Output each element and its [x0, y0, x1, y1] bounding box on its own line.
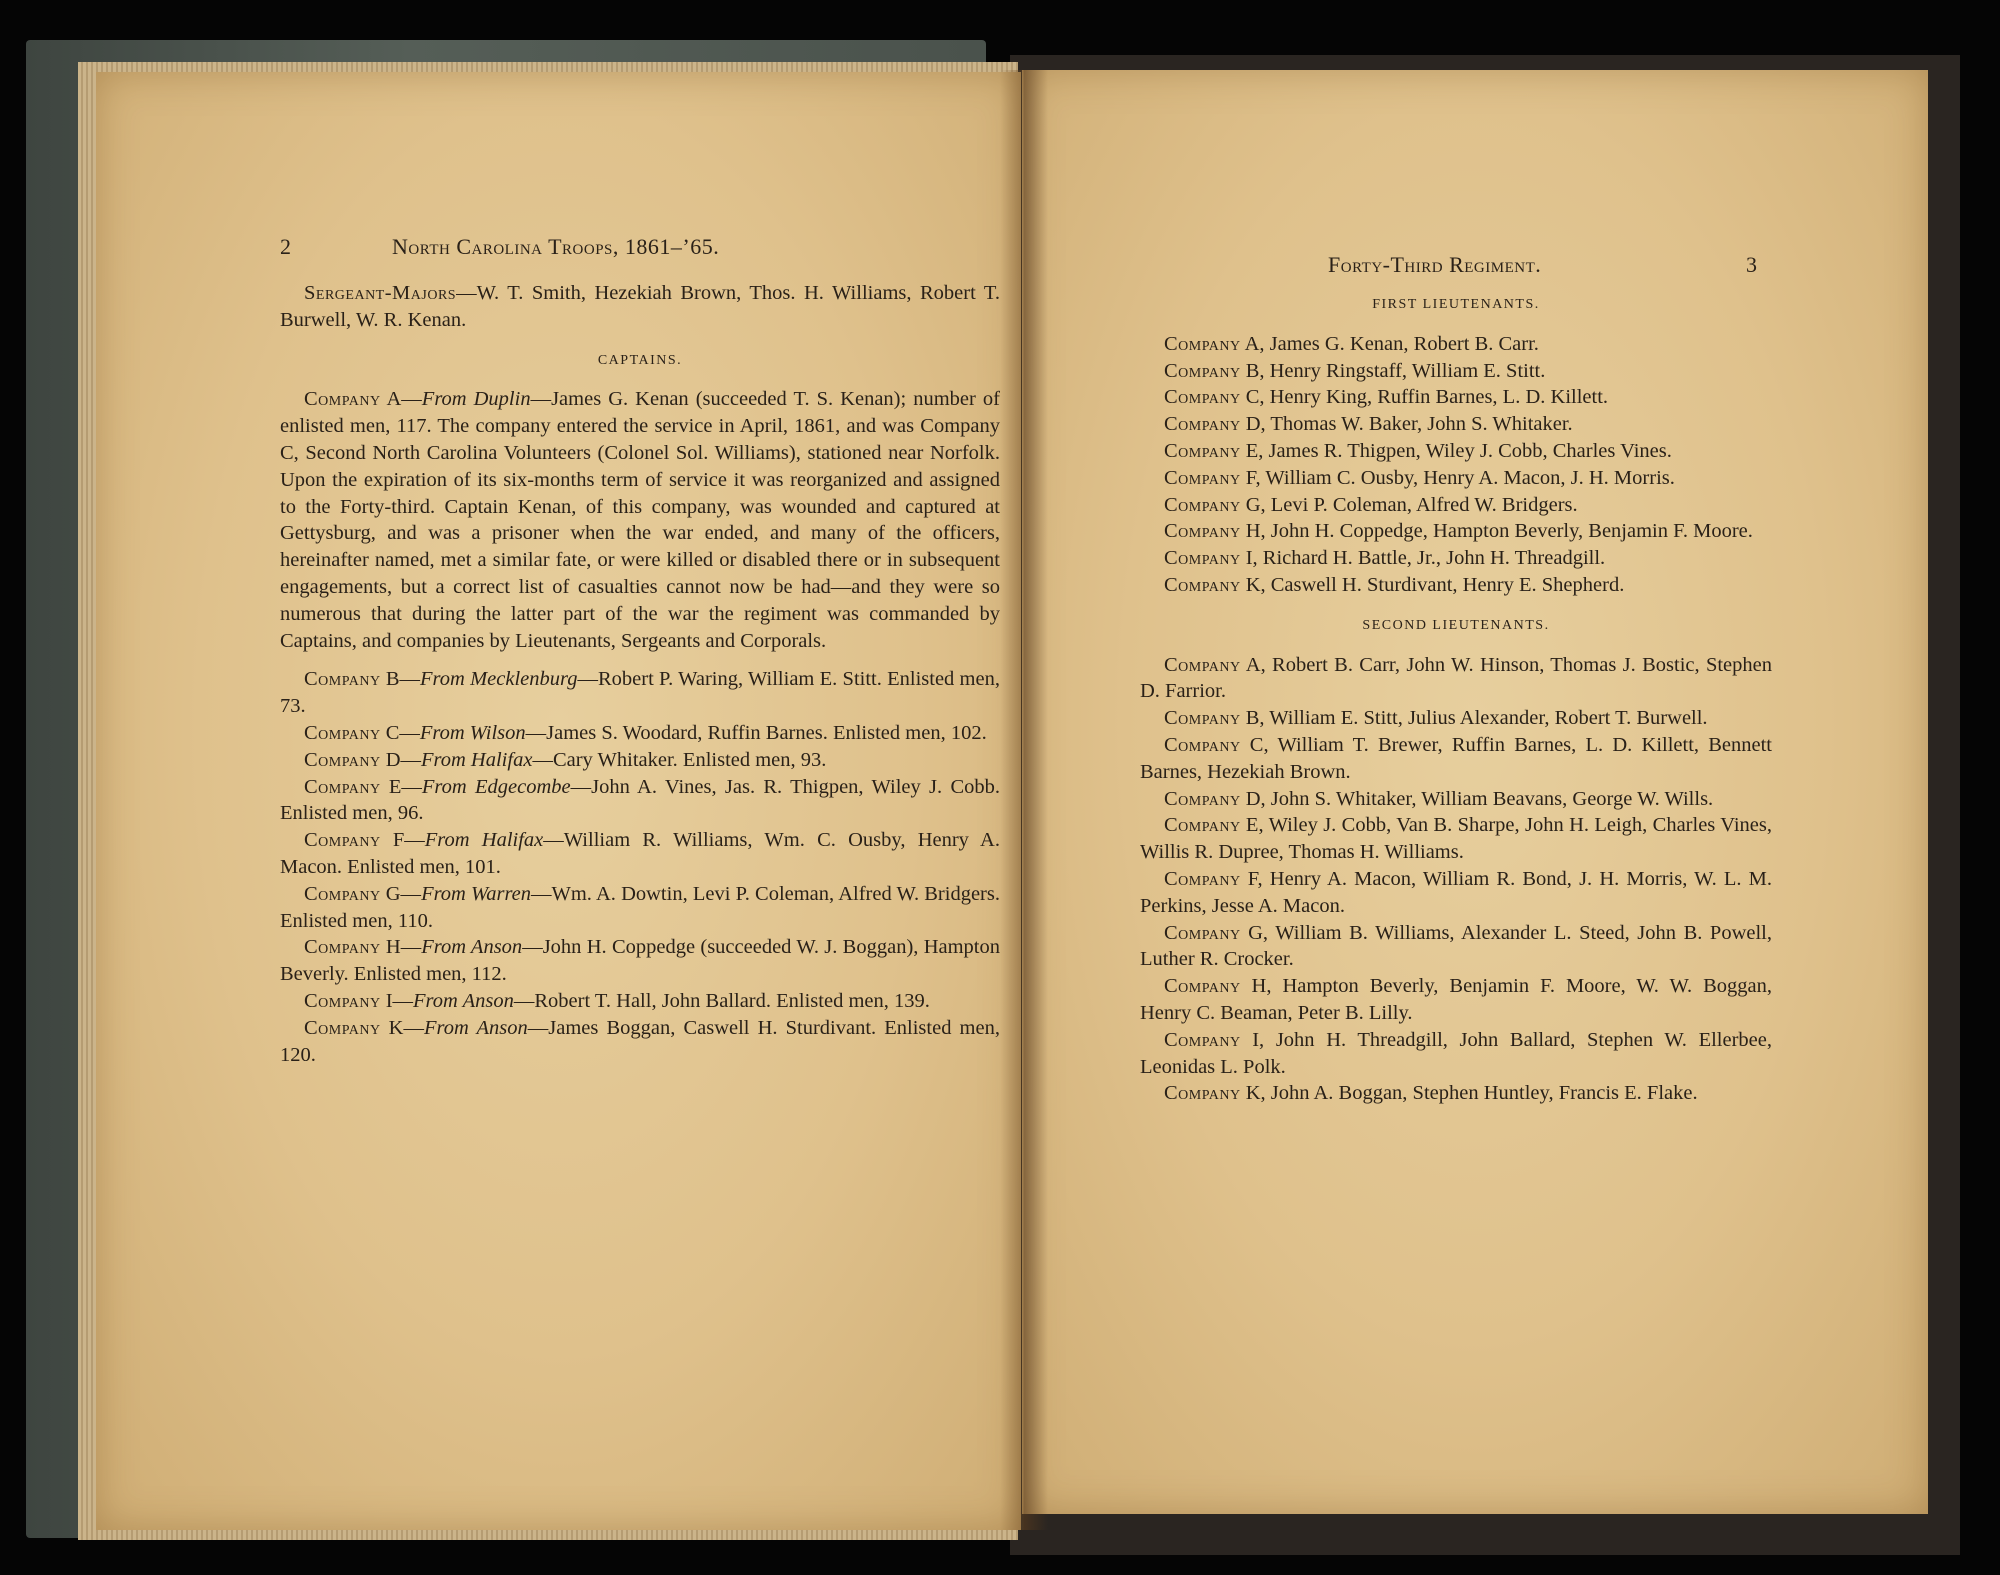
paragraph-gap [280, 654, 1000, 666]
company-origin: From Duplin [421, 388, 531, 411]
captains-heading: CAPTAINS. [597, 352, 683, 368]
captain-entry [280, 881, 1000, 935]
company-origin: From Wilson [419, 721, 526, 744]
lieutenant-names: F, Henry A. Macon, William R. Bond, J. H. Morris, W. L. M. Perkins, Jesse A. Macon. [1140, 867, 1772, 917]
first-lieutenants-heading: FIRST LIEUTENANTS. [1372, 297, 1540, 312]
company-label: Company [1164, 707, 1241, 730]
captain-entry [280, 988, 1000, 1015]
company-label: Company [1164, 386, 1241, 409]
company-letter: C— [380, 721, 420, 744]
lieutenant-names: E, Wiley J. Cobb, Van B. Sharpe, John H. Leigh, Charles Vines, Willis R. Dupree, Thomas H. Williams. [1140, 814, 1772, 864]
company-text: —James Boggan, Caswell H. Sturdivant. Enlisted men, 120. [280, 1016, 1000, 1066]
company-text: —William R. Williams, Wm. C. Ousby, Henry A. Macon. Enlisted men, 101. [280, 829, 1000, 878]
lieutenant-names: D, John S. Whitaker, William Beavans, George W. Wills. [1240, 787, 1714, 810]
company-text: —James S. Woodard, Ruffin Barnes. Enlisted men, 102. [525, 721, 987, 744]
captain-entry [280, 1015, 1000, 1069]
first-lieutenant-entry [1140, 465, 1772, 492]
lieutenant-names: F, William C. Ousby, Henry A. Macon, J. H. Morris. [1240, 466, 1675, 489]
captain-entry [280, 720, 1000, 747]
company-label: Company [1164, 359, 1241, 382]
company-label: Company [1164, 332, 1241, 355]
right-running-head: Forty-Third Regiment. [1328, 252, 1542, 277]
lieutenant-names: C, William T. Brewer, Ruffin Barnes, L. D. Killett, Bennett Barnes, Hezekiah Brown. [1140, 733, 1772, 783]
company-a-paragraph [280, 386, 1000, 654]
company-origin: From Anson [421, 936, 523, 959]
company-origin: From Anson [413, 989, 514, 1012]
company-origin: From Halifax [421, 748, 533, 771]
first-lieutenant-entry [1140, 545, 1772, 572]
lieutenant-names: K, John A. Boggan, Stephen Huntley, Francis E. Flake. [1240, 1082, 1698, 1105]
company-origin: From Mecklenburg [420, 668, 578, 691]
company-label: Company [304, 936, 381, 959]
left-page [96, 72, 1021, 1530]
company-letter: E— [380, 775, 422, 798]
company-letter: I— [380, 989, 414, 1012]
company-label: Company [1164, 466, 1241, 489]
first-lieutenants-list [1140, 331, 1772, 599]
lieutenant-names: G, Levi P. Coleman, Alfred W. Bridgers. [1240, 493, 1578, 516]
left-page-number: 2 [280, 234, 291, 259]
captain-entry [280, 747, 1000, 774]
company-letter: A— [380, 388, 422, 411]
company-label: Company [1164, 921, 1241, 944]
company-label: Company [1164, 413, 1241, 436]
lieutenant-names: C, Henry King, Ruffin Barnes, L. D. Killett. [1240, 386, 1609, 409]
captains-list [280, 666, 1000, 1068]
left-running-head: North Carolina Troops, 1861–’65. [392, 234, 720, 259]
company-label: Company [1164, 975, 1241, 998]
company-letter: B— [380, 668, 421, 691]
company-label: Company [1164, 493, 1241, 516]
company-label: Company [1164, 787, 1241, 810]
lieutenant-names: B, William E. Stitt, Julius Alexander, Robert T. Burwell. [1240, 707, 1708, 730]
first-lieutenant-entry [1140, 411, 1772, 438]
first-lieutenant-entry [1140, 492, 1772, 519]
lieutenant-names: I, John H. Threadgill, John Ballard, Stephen W. Ellerbee, Leonidas L. Polk. [1140, 1028, 1772, 1078]
book-gutter [1000, 70, 1048, 1530]
lieutenant-names: I, Richard H. Battle, Jr., John H. Threadgill. [1240, 547, 1606, 570]
company-text: —James G. Kenan (succeeded T. S. Kenan); number of enlisted men, 117. The company entered the service in April, 1861, and was Company C, Second North Carolina Volunteers (Colonel Sol. Williams), stationed near Norfolk. Upon the expiration of its six-months term of service it was reorganized and assigned to the Forty-third. Captain Kenan, of this company, was wounded and captured at Gettysburg, and was a prisoner when the war ended, and many of the officers, hereinafter named, met a similar fate, or were killed or disabled there or in subsequent engagements, but a correct list of casualties cannot now be had—and they were so numerous that during the latter part of the war the regiment was commanded by Captains, and companies by Lieutenants, Sergeants and Corporals. [280, 388, 1000, 652]
company-letter: F— [380, 829, 425, 852]
company-text: —John A. Vines, Jas. R. Thigpen, Wiley J. Cobb. Enlisted men, 96. [280, 775, 1000, 825]
company-label: Company [1164, 867, 1241, 890]
lieutenant-names: A, James G. Kenan, Robert B. Carr. [1240, 332, 1539, 355]
second-lieutenant-entry [1140, 786, 1772, 813]
lieutenant-names: K, Caswell H. Sturdivant, Henry E. Shepherd. [1240, 573, 1625, 596]
company-origin: From Edgecombe [421, 775, 571, 798]
company-letter: H— [380, 936, 422, 959]
company-label: Company [1164, 520, 1241, 543]
lieutenant-names: H, Hampton Beverly, Benjamin F. Moore, W. W. Boggan, Henry C. Beaman, Peter B. Lilly. [1140, 975, 1772, 1024]
company-letter: D— [380, 748, 422, 771]
sergeant-majors-paragraph [280, 280, 1000, 334]
company-label: Company [1164, 1082, 1241, 1105]
company-letter: K— [380, 1016, 424, 1039]
company-label: Company [304, 775, 381, 798]
company-text: —John H. Coppedge (succeeded W. J. Boggan), Hampton Beverly. Enlisted men, 112. [280, 936, 1000, 986]
right-page-number: 3 [1746, 252, 1757, 277]
company-label: Company [1164, 814, 1241, 837]
captain-entry [280, 934, 1000, 988]
second-lieutenant-entry [1140, 732, 1772, 786]
captain-entry [280, 827, 1000, 881]
company-text: —Wm. A. Dowtin, Levi P. Coleman, Alfred W. Bridgers. Enlisted men, 110. [280, 882, 1000, 932]
company-origin: From Anson [423, 1016, 528, 1039]
company-text: —Robert T. Hall, John Ballard. Enlisted men, 139. [513, 989, 930, 1012]
company-text: —Cary Whitaker. Enlisted men, 93. [532, 748, 827, 771]
company-label: Company [304, 748, 381, 771]
company-label: Company [304, 829, 381, 852]
first-lieutenant-entry [1140, 384, 1772, 411]
lieutenant-names: A, Robert B. Carr, John W. Hinson, Thomas J. Bostic, Stephen D. Farrior. [1140, 653, 1772, 703]
second-lieutenant-entry [1140, 1080, 1772, 1107]
first-lieutenant-entry [1140, 518, 1772, 545]
lieutenant-names: B, Henry Ringstaff, William E. Stitt. [1240, 359, 1546, 382]
company-label: Company [1164, 733, 1241, 756]
lieutenant-names: G, William B. Williams, Alexander L. Steed, John B. Powell, Luther R. Crocker. [1140, 921, 1772, 971]
second-lieutenants-heading: SECOND LIEUTENANTS. [1362, 617, 1550, 633]
company-label: Company [1164, 547, 1241, 570]
company-text: —Robert P. Waring, William E. Stitt. Enlisted men, 73. [280, 668, 1000, 718]
right-page [1022, 70, 1928, 1514]
captain-entry [280, 666, 1000, 720]
second-lieutenant-entry [1140, 1027, 1772, 1081]
company-label: Company [304, 882, 381, 905]
second-lieutenant-entry [1140, 920, 1772, 974]
sergeant-majors-text: —W. T. Smith, Hezekiah Brown, Thos. H. Williams, Robert T. Burwell, W. R. Kenan. [280, 282, 1000, 331]
second-lieutenant-entry [1140, 652, 1772, 706]
lieutenant-names: H, John H. Coppedge, Hampton Beverly, Benjamin F. Moore. [1240, 520, 1753, 543]
company-label: Company [304, 668, 381, 691]
first-lieutenant-entry [1140, 358, 1772, 385]
left-text-block [280, 280, 1000, 1068]
company-label: Company [1164, 1028, 1241, 1051]
company-label: Company [304, 721, 381, 744]
second-lieutenant-entry [1140, 973, 1772, 1027]
first-lieutenant-entry [1140, 438, 1772, 465]
first-lieutenant-entry [1140, 572, 1772, 599]
second-lieutenant-entry [1140, 705, 1772, 732]
company-origin: From Warren [421, 882, 532, 905]
company-label: Company [304, 1016, 381, 1039]
second-lieutenant-entry [1140, 866, 1772, 920]
second-lieutenants-list [1140, 652, 1772, 1108]
lieutenant-names: E, James R. Thigpen, Wiley J. Cobb, Charles Vines. [1240, 439, 1672, 462]
company-label: Company [304, 989, 381, 1012]
company-origin: From Halifax [424, 829, 544, 852]
right-text-block [1140, 292, 1772, 1107]
first-lieutenant-entry [1140, 331, 1772, 358]
lieutenant-names: D, Thomas W. Baker, John S. Whitaker. [1240, 413, 1573, 436]
company-label: Company [304, 388, 381, 411]
company-label: Company [1164, 573, 1241, 596]
sergeant-majors-label: Sergeant-Majors [304, 282, 457, 304]
company-label: Company [1164, 653, 1241, 676]
company-letter: G— [380, 882, 422, 905]
captain-entry [280, 774, 1000, 828]
second-lieutenant-entry [1140, 812, 1772, 866]
company-label: Company [1164, 439, 1241, 462]
